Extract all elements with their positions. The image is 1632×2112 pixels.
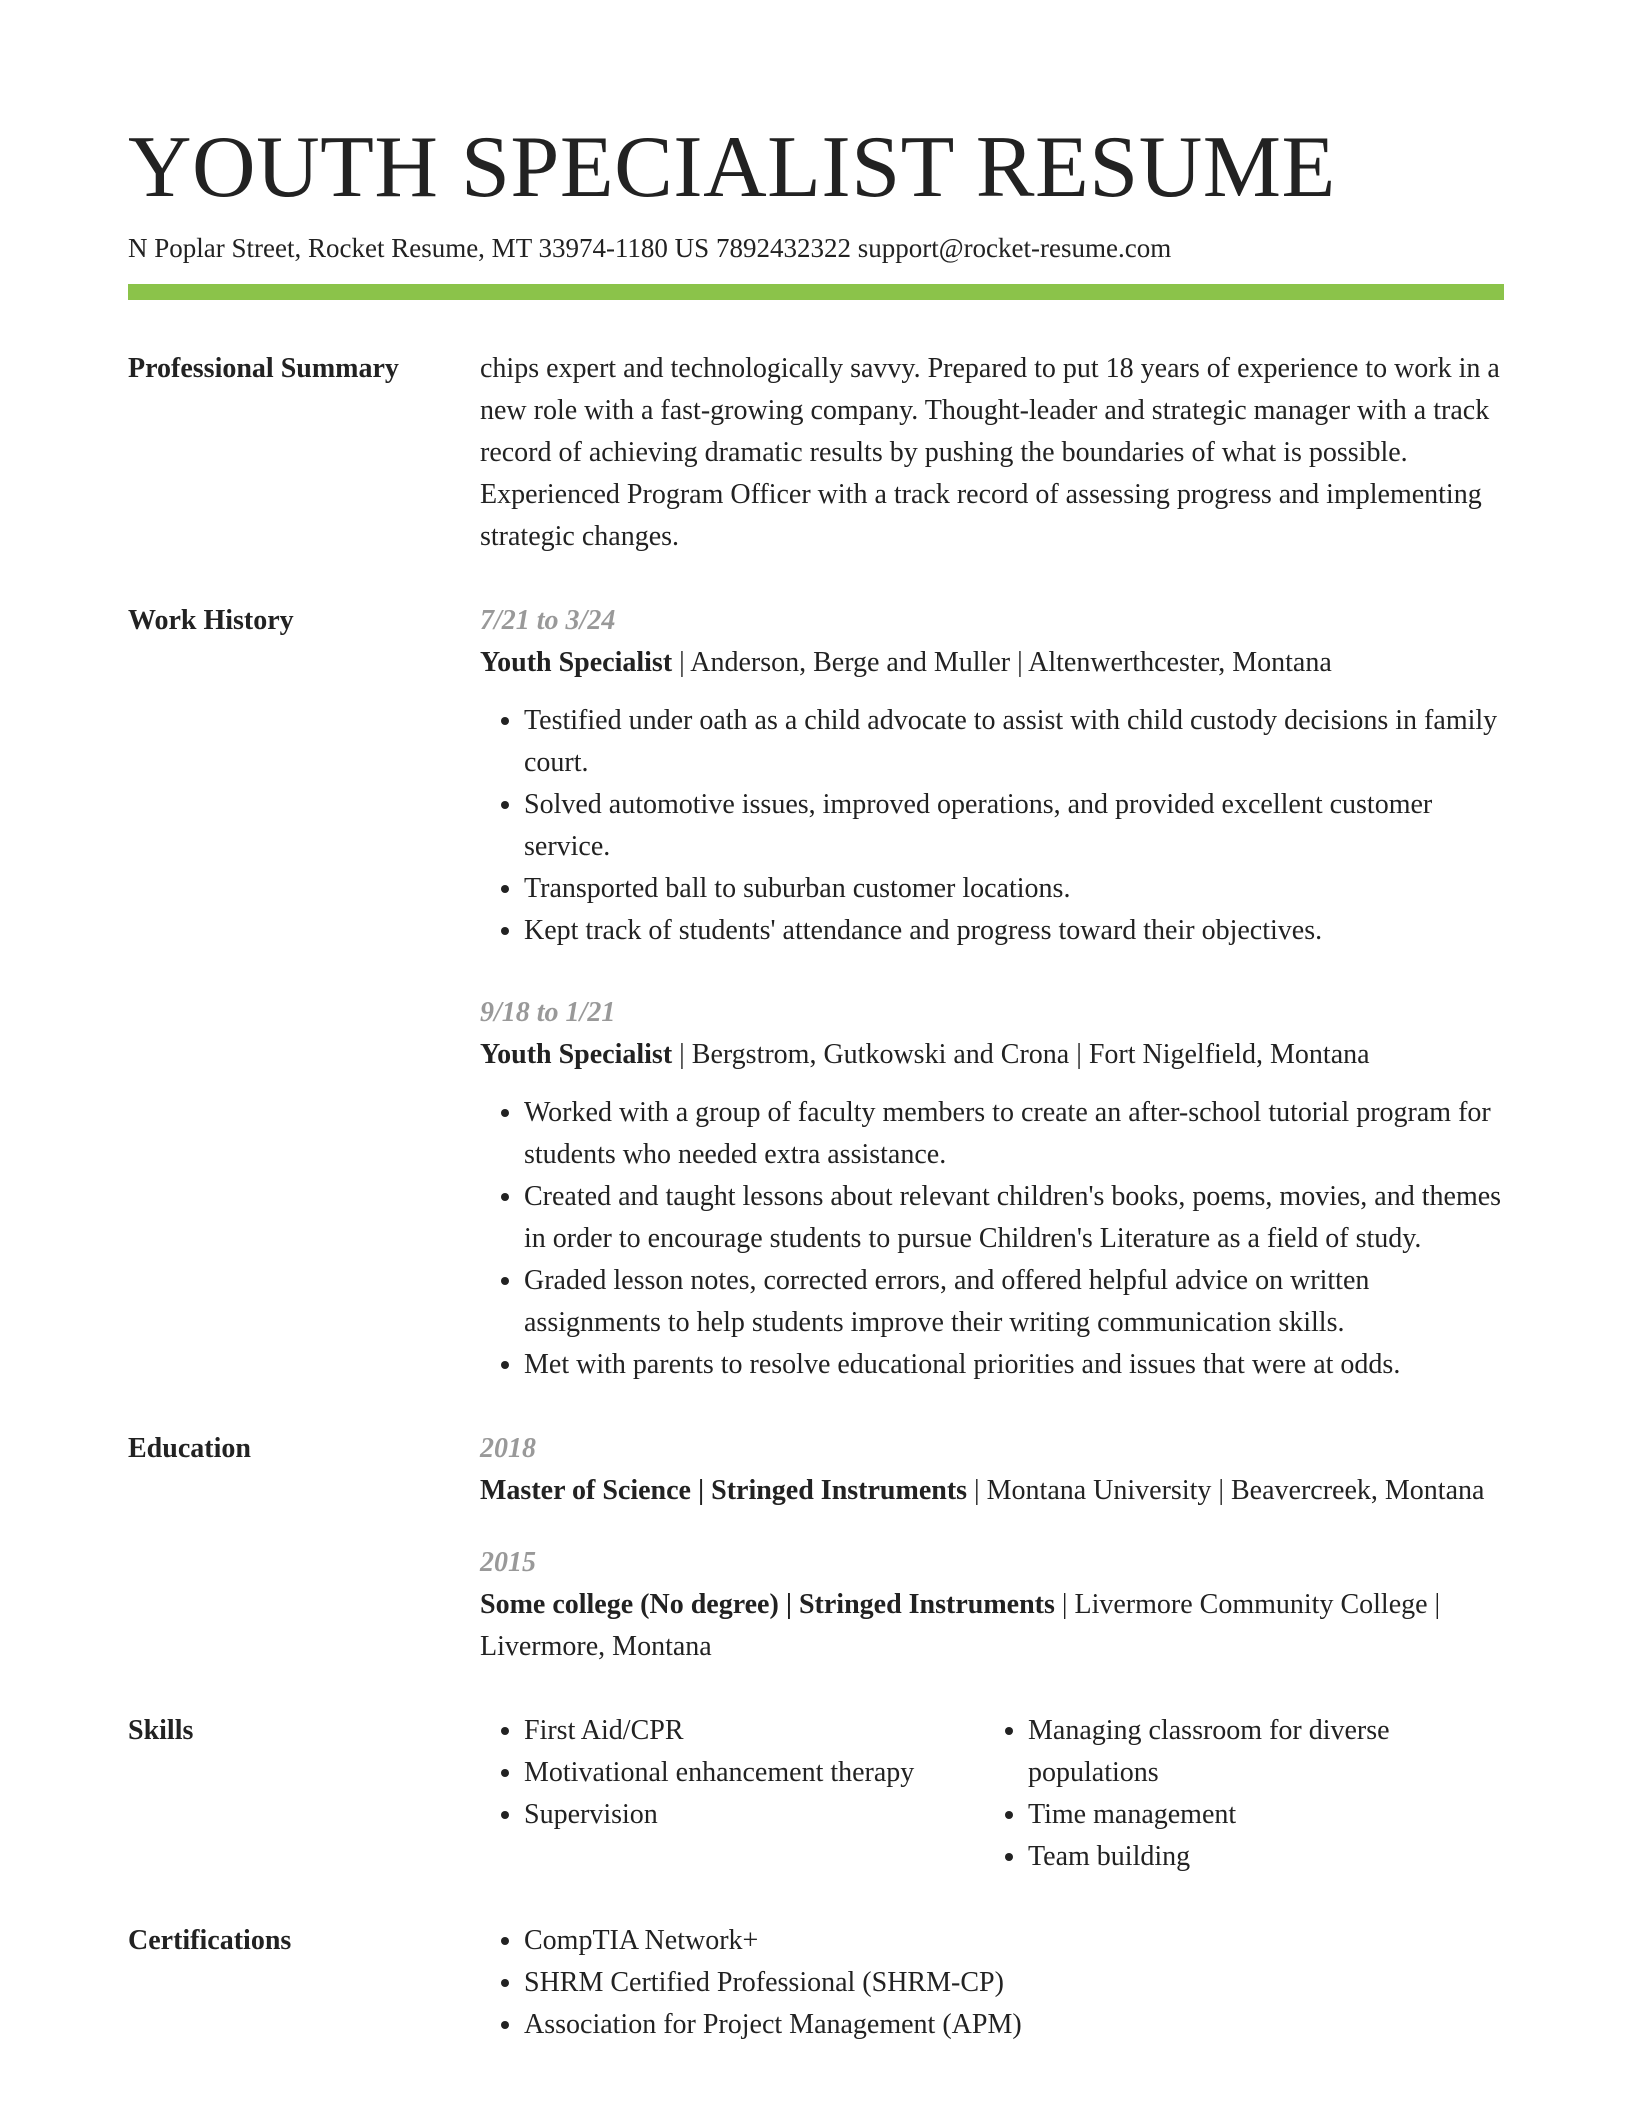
- job-bullet: • Met with parents to resolve educational priorities and issues that were at odds.: [524, 1344, 1504, 1386]
- job-heading: [480, 642, 1504, 684]
- job-title: Youth Specialist: [480, 647, 673, 678]
- education-degree: Master of Science | Stringed Instruments: [480, 1475, 968, 1506]
- skills-section: [128, 1710, 1504, 1878]
- job-bullet: • Transported ball to suburban customer locations.: [524, 868, 1504, 910]
- certification-item: • CompTIA Network+: [524, 1920, 1504, 1962]
- job-bullet: • Solved automotive issues, improved operations, and provided excellent customer service.: [524, 784, 1504, 868]
- job-employer-location: | Bergstrom, Gutkowski and Crona | Fort Nigelfield, Montana: [672, 1039, 1370, 1070]
- job-employer-location: | Anderson, Berge and Muller | Altenwerthcester, Montana: [672, 647, 1332, 678]
- skill-item: • Managing classroom for diverse populations: [1028, 1710, 1488, 1794]
- section-label-certifications: Certifications: [128, 1925, 292, 1956]
- certifications-list: [480, 1920, 1504, 2046]
- education-heading: [480, 1470, 1504, 1512]
- job-heading: [480, 1034, 1504, 1076]
- resume-title: YOUTH SPECIALIST RESUME: [128, 119, 1336, 216]
- skill-item: • Time management: [1028, 1794, 1488, 1836]
- work-history-section: [128, 600, 1504, 1386]
- certification-item: • Association for Project Management (APM): [524, 2004, 1504, 2046]
- skills-column-left: [480, 1710, 984, 1878]
- section-label-skills: Skills: [128, 1715, 194, 1746]
- certifications-section: [128, 1920, 1504, 2046]
- job-date: 7/21 to 3/24: [480, 605, 616, 636]
- summary-text: chips expert and technologically savvy. Prepared to put 18 years of experience to work in a new role with a fast-growing company. Thought-leader and strategic manager with a track record of achieving dramatic results by pushing the boundaries of what is possible. Experienced Program Officer with a track record of assessing progress and implementing strategic changes.: [480, 353, 1500, 552]
- summary-section: [128, 348, 1504, 558]
- education-date: 2015: [480, 1547, 536, 1578]
- section-label-work-history: Work History: [128, 605, 294, 636]
- skill-item: • Team building: [1028, 1836, 1488, 1878]
- job-entry: [480, 992, 1504, 1386]
- job-entry: [480, 600, 1504, 952]
- skill-item: • Supervision: [524, 1794, 984, 1836]
- skill-item: • Motivational enhancement therapy: [524, 1752, 984, 1794]
- skill-item: • First Aid/CPR: [524, 1710, 984, 1752]
- education-heading: [480, 1584, 1504, 1668]
- job-bullet: • Graded lesson notes, corrected errors, and offered helpful advice on written assignments to help students improve their writing communication skills.: [524, 1260, 1504, 1344]
- job-bullet: • Testified under oath as a child advocate to assist with child custody decisions in family court.: [524, 700, 1504, 784]
- job-bullet: • Kept track of students' attendance and progress toward their objectives.: [524, 910, 1504, 952]
- education-school-location: | Livermore Community College | Livermore, Montana: [480, 1589, 1441, 1662]
- education-date: 2018: [480, 1433, 536, 1464]
- job-bullets: [480, 1092, 1504, 1386]
- section-label-education: Education: [128, 1433, 251, 1464]
- section-label-summary: Professional Summary: [128, 353, 399, 384]
- job-bullets: [480, 700, 1504, 952]
- header-divider: [128, 284, 1504, 300]
- job-bullet: • Created and taught lessons about relevant children's books, poems, movies, and themes in order to encourage students to pursue Children's Literature as a field of study.: [524, 1176, 1504, 1260]
- job-bullet: • Worked with a group of faculty members to create an after-school tutorial program for students who needed extra assistance.: [524, 1092, 1504, 1176]
- education-entry: [480, 1428, 1504, 1512]
- contact-line: N Poplar Street, Rocket Resume, MT 33974-1180 US 7892432322 support@rocket-resume.com: [128, 233, 1172, 263]
- education-entry: [480, 1542, 1504, 1668]
- education-section: [128, 1428, 1504, 1668]
- job-title: Youth Specialist: [480, 1039, 673, 1070]
- certification-item: • SHRM Certified Professional (SHRM-CP): [524, 1962, 1504, 2004]
- education-school-location: | Montana University | Beavercreek, Montana: [967, 1475, 1485, 1506]
- education-degree: Some college (No degree) | Stringed Instruments: [480, 1589, 1055, 1620]
- skills-column-right: [984, 1710, 1488, 1878]
- job-date: 9/18 to 1/21: [480, 997, 616, 1028]
